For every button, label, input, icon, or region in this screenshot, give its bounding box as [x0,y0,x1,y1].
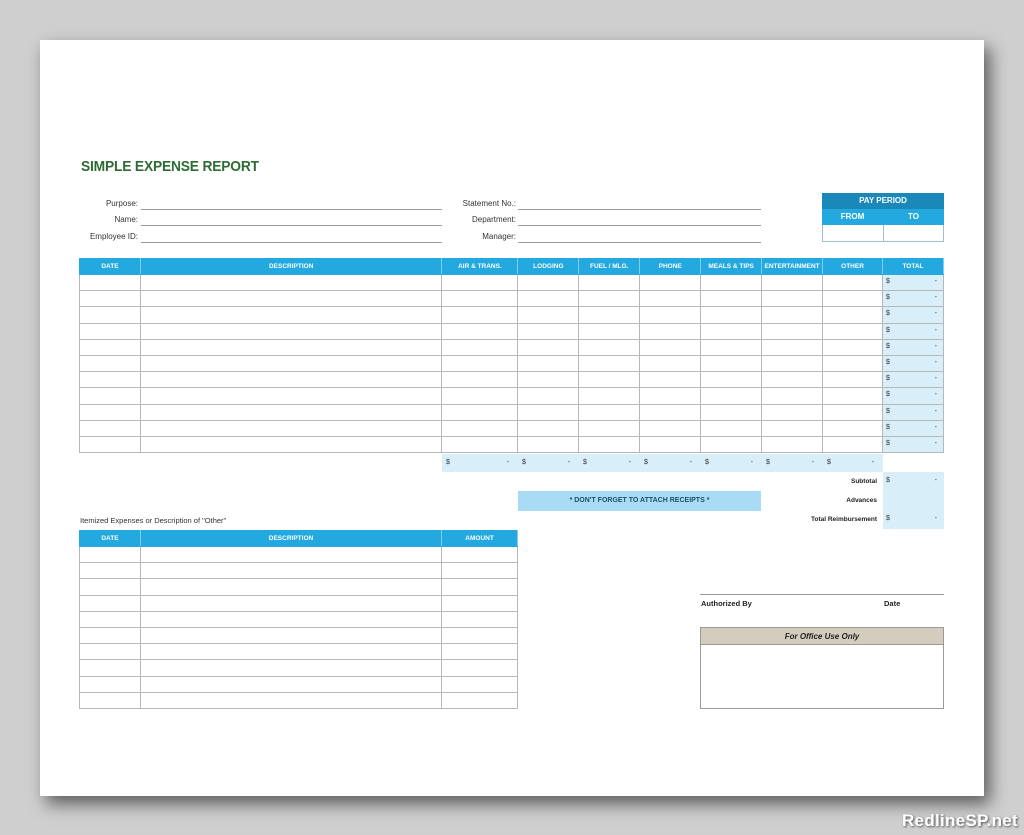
itemized-col-date: DATE [80,531,141,547]
expense-cell[interactable] [823,372,883,388]
expense-cell[interactable] [823,323,883,339]
expense-row [80,291,944,307]
column-sum-cell: $ - [442,454,518,472]
statement-no-field[interactable] [518,209,761,210]
row-total-cell: $ - [882,291,943,307]
expense-cell[interactable] [579,275,640,291]
expense-cell[interactable] [140,404,442,420]
row-total-cell: $ - [882,275,943,291]
itemized-cell[interactable] [80,660,141,676]
expense-cell[interactable] [701,323,762,339]
expense-cell[interactable] [442,323,518,339]
expense-row [80,339,944,355]
expense-cell[interactable] [823,339,883,355]
expense-cell[interactable] [140,372,442,388]
expense-cell[interactable] [140,323,442,339]
itemized-cell[interactable] [80,627,141,643]
pay-period-header: PAY PERIOD [822,193,944,209]
expense-cell[interactable] [140,291,442,307]
itemized-cell[interactable] [140,611,441,627]
col-total: TOTAL [882,259,943,275]
column-sum-cell: $ - [579,454,640,472]
expense-row [80,436,944,452]
itemized-row [80,547,518,563]
itemized-row [80,644,518,660]
date-label: Date [884,599,901,608]
expense-cell[interactable] [80,420,141,436]
expense-cell[interactable] [579,355,640,371]
authorization-line[interactable] [700,594,944,595]
expense-cell[interactable] [80,372,141,388]
expense-cell[interactable] [762,355,823,371]
expense-table [79,258,944,453]
expense-cell[interactable] [701,355,762,371]
name-label: Name: [114,215,138,224]
expense-cell[interactable] [823,436,883,452]
expense-cell[interactable] [442,275,518,291]
authorized-by-label: Authorized By [701,599,752,608]
col-lodging: LODGING [518,259,579,275]
expense-cell[interactable] [140,388,442,404]
expense-cell[interactable] [140,339,442,355]
expense-cell[interactable] [701,372,762,388]
column-sum-cell: $ - [640,454,701,472]
col-fuel: FUEL / MLG. [579,259,640,275]
employee-id-label: Employee ID: [89,232,138,241]
expense-cell[interactable] [518,372,579,388]
pay-period-to-label: TO [908,212,919,221]
itemized-row [80,611,518,627]
expense-table-header [80,259,944,275]
expense-cell[interactable] [640,275,701,291]
expense-cell[interactable] [701,275,762,291]
itemized-cell[interactable] [442,595,518,611]
expense-cell[interactable] [762,436,823,452]
expense-cell[interactable] [518,355,579,371]
pay-period-to-field[interactable] [884,225,944,241]
itemized-cell[interactable] [442,579,518,595]
col-other: OTHER [823,259,883,275]
expense-cell[interactable] [823,307,883,323]
row-total-cell: $ - [882,339,943,355]
advances-value[interactable] [883,491,944,510]
itemized-row [80,676,518,692]
expense-cell[interactable] [140,307,442,323]
expense-row [80,372,944,388]
expense-cell[interactable] [701,420,762,436]
expense-cell[interactable] [579,388,640,404]
column-sum-cell: $ - [823,454,883,472]
expense-cell[interactable] [140,420,442,436]
column-sum-cell: $ - [701,454,762,472]
itemized-cell[interactable] [442,547,518,563]
column-sum-cell: $ - [518,454,579,472]
expense-cell[interactable] [442,339,518,355]
expense-cell[interactable] [80,388,141,404]
itemized-cell[interactable] [442,627,518,643]
expense-cell[interactable] [140,436,442,452]
itemized-cell[interactable] [140,676,441,692]
total-reimbursement-label: Total Reimbursement [811,516,877,523]
expense-cell[interactable] [140,355,442,371]
itemized-cell[interactable] [80,692,141,708]
office-use-box [700,627,944,709]
expense-cell[interactable] [518,307,579,323]
expense-cell[interactable] [640,436,701,452]
itemized-table [79,530,518,709]
expense-cell[interactable] [579,323,640,339]
itemized-expenses-label: Itemized Expenses or Description of "Other" [80,516,227,525]
manager-field[interactable] [518,242,761,243]
expense-row [80,404,944,420]
expense-cell[interactable] [640,323,701,339]
expense-cell[interactable] [640,355,701,371]
itemized-cell[interactable] [80,676,141,692]
expense-cell[interactable] [579,372,640,388]
expense-cell[interactable] [701,339,762,355]
expense-row [80,388,944,404]
itemized-cell[interactable] [140,660,441,676]
expense-report-sheet [40,40,984,796]
expense-cell[interactable] [518,339,579,355]
attach-receipts-reminder: * DON'T FORGET TO ATTACH RECEIPTS * [518,491,761,511]
row-total-cell: $ - [882,307,943,323]
expense-cell[interactable] [823,388,883,404]
expense-row [80,355,944,371]
expense-cell[interactable] [640,339,701,355]
pay-period-from-label: FROM [840,212,865,221]
expense-cell[interactable] [701,291,762,307]
expense-cell[interactable] [80,436,141,452]
row-total-cell: $ - [882,372,943,388]
expense-cell[interactable] [579,339,640,355]
expense-cell[interactable] [701,307,762,323]
purpose-field[interactable] [141,209,442,210]
expense-cell[interactable] [640,307,701,323]
row-total-cell: $ - [882,420,943,436]
name-field[interactable] [141,225,442,226]
expense-cell[interactable] [442,355,518,371]
itemized-cell[interactable] [442,660,518,676]
itemized-col-amount: AMOUNT [442,531,518,547]
itemized-row [80,563,518,579]
expense-cell[interactable] [80,404,141,420]
expense-cell[interactable] [442,388,518,404]
expense-row [80,323,944,339]
column-sum-cell: $ - [762,454,823,472]
expense-cell[interactable] [640,291,701,307]
department-label: Department: [471,215,516,224]
expense-cell[interactable] [640,420,701,436]
advances-label: Advances [846,497,877,504]
expense-cell[interactable] [762,388,823,404]
statement-no-label: Statement No.: [462,199,516,208]
expense-cell[interactable] [518,404,579,420]
expense-cell[interactable] [579,307,640,323]
col-air-trans: AIR & TRANS. [442,259,518,275]
pay-period-from-field[interactable] [823,225,884,241]
itemized-cell[interactable] [80,595,141,611]
expense-cell[interactable] [823,355,883,371]
expense-cell[interactable] [442,420,518,436]
expense-cell[interactable] [518,291,579,307]
expense-cell[interactable] [762,404,823,420]
itemized-cell[interactable] [140,547,441,563]
expense-cell[interactable] [701,436,762,452]
itemized-cell[interactable] [80,611,141,627]
expense-cell[interactable] [762,275,823,291]
report-title: SIMPLE EXPENSE REPORT [81,158,259,175]
row-total-cell: $ - [882,388,943,404]
col-phone: PHONE [640,259,701,275]
itemized-row [80,595,518,611]
itemized-cell[interactable] [80,644,141,660]
expense-cell[interactable] [579,404,640,420]
expense-row [80,420,944,436]
expense-cell[interactable] [442,291,518,307]
department-field[interactable] [518,225,761,226]
itemized-cell[interactable] [140,644,441,660]
office-use-header: For Office Use Only [701,628,943,645]
row-total-cell: $ - [882,404,943,420]
itemized-cell[interactable] [140,595,441,611]
itemized-col-description: DESCRIPTION [140,531,441,547]
expense-cell[interactable] [518,323,579,339]
itemized-cell[interactable] [442,676,518,692]
expense-cell[interactable] [823,275,883,291]
itemized-cell[interactable] [140,627,441,643]
subtotal-label: Subtotal [851,478,877,485]
expense-cell[interactable] [762,291,823,307]
expense-cell[interactable] [579,436,640,452]
itemized-row [80,692,518,708]
expense-cell[interactable] [823,291,883,307]
manager-label: Manager: [482,232,516,241]
expense-cell[interactable] [640,372,701,388]
col-entertainment: ENTERTAINMENT [762,259,823,275]
itemized-cell[interactable] [80,547,141,563]
expense-cell[interactable] [442,436,518,452]
expense-cell[interactable] [80,307,141,323]
expense-cell[interactable] [640,388,701,404]
expense-cell[interactable] [80,355,141,371]
expense-cell[interactable] [579,291,640,307]
itemized-cell[interactable] [80,563,141,579]
column-sums-row [442,454,883,472]
employee-id-field[interactable] [141,242,442,243]
expense-cell[interactable] [442,372,518,388]
expense-cell[interactable] [80,291,141,307]
col-meals: MEALS & TIPS [701,259,762,275]
expense-cell[interactable] [442,307,518,323]
expense-cell[interactable] [762,307,823,323]
expense-cell[interactable] [518,388,579,404]
expense-cell[interactable] [823,404,883,420]
itemized-cell[interactable] [140,579,441,595]
row-total-cell: $ - [882,355,943,371]
expense-cell[interactable] [701,404,762,420]
row-total-cell: $ - [882,323,943,339]
col-description: DESCRIPTION [140,259,442,275]
itemized-table-header [80,531,518,547]
expense-cell[interactable] [701,388,762,404]
itemized-cell[interactable] [442,611,518,627]
total-reimbursement-value: $ - [883,510,944,529]
subtotal-value: $ - [883,472,944,491]
expense-cell[interactable] [579,420,640,436]
itemized-cell[interactable] [442,563,518,579]
itemized-cell[interactable] [140,563,441,579]
itemized-cell[interactable] [442,692,518,708]
col-date: DATE [80,259,141,275]
itemized-row [80,579,518,595]
purpose-label: Purpose: [105,199,138,208]
expense-row [80,307,944,323]
expense-cell[interactable] [823,420,883,436]
row-total-cell: $ - [882,436,943,452]
itemized-cell[interactable] [442,644,518,660]
watermark: RedlineSP.net [901,811,1018,830]
itemized-cell[interactable] [80,579,141,595]
itemized-row [80,627,518,643]
expense-cell[interactable] [762,323,823,339]
itemized-row [80,660,518,676]
expense-cell[interactable] [518,420,579,436]
pay-period-box [822,193,944,242]
expense-cell[interactable] [442,404,518,420]
expense-cell[interactable] [518,275,579,291]
expense-cell[interactable] [762,420,823,436]
expense-cell[interactable] [640,404,701,420]
expense-cell[interactable] [80,275,141,291]
expense-cell[interactable] [518,436,579,452]
expense-cell[interactable] [762,339,823,355]
expense-cell[interactable] [140,275,442,291]
expense-row [80,275,944,291]
expense-cell[interactable] [80,323,141,339]
itemized-cell[interactable] [140,692,441,708]
expense-cell[interactable] [762,372,823,388]
expense-cell[interactable] [80,339,141,355]
